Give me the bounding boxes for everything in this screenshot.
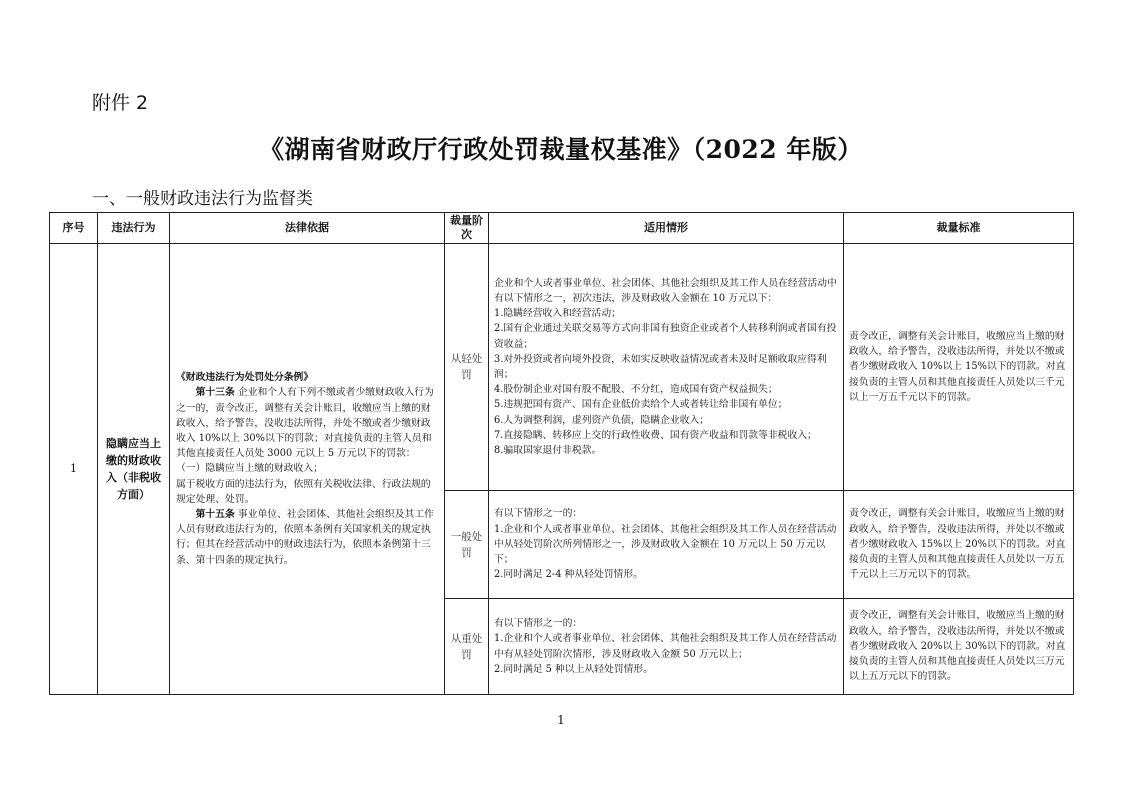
law-title: 《财政违法行为处罚处分条例》 (176, 372, 314, 384)
header-violation: 违法行为 (98, 213, 170, 244)
header-legal-basis: 法律依据 (170, 213, 445, 244)
article-13-text: 企业和个人有下列不缴或者少缴财政收入行为之一的，责令改正，调整有关会计账目，收缴应当上缴的财政收入，给予警告，没收违法所得，并处不缴或者少缴财政收入 10%以上 30%以下的罚款；对直接负责的主管人员和其他直接责任人员处 3000 元以上 5 万元以下的罚款： (176, 387, 434, 460)
circumstances-lenient (489, 244, 844, 491)
standard-severe: 责令改正，调整有关会计账目，收缴应当上缴的财政收入，给予警告，没收违法所得，并处以不缴或者少缴财政收入 20%以上 30%以下的罚款。对直接负责的主管人员和其他直接责任人员处以三万元以上五万元以下的罚款。 (844, 599, 1074, 695)
circumstance-line: 2.国有企业通过关联交易等方式向非国有独资企业或者个人转移利润或者国有投资收益； (494, 323, 837, 350)
circumstances-severe (489, 599, 844, 695)
header-circumstances: 适用情形 (489, 213, 844, 244)
header-standard: 裁量标准 (844, 213, 1074, 244)
circumstance-line: 2.同时满足 2-4 种从轻处罚情形。 (494, 569, 643, 581)
header-number: 序号 (50, 213, 98, 244)
circumstances-general (489, 491, 844, 599)
header-level: 裁量阶次 (445, 213, 489, 244)
article-15-text: 事业单位、社会团体、其他社会组织及其工作人员有财政违法行为的，依照本条例有关国家机关的规定执行；但其在经营活动中的财政违法行为，依照本条例第十三条、第十四条的规定执行。 (176, 509, 434, 566)
circumstance-line: 1.企业和个人或者事业单位、社会团体、其他社会组织及其工作人员在经营活动中有从轻处罚阶次情形，涉及财政收入金额 50 万元以上； (494, 633, 837, 660)
level-severe: 从重处罚 (445, 599, 489, 695)
level-general: 一般处罚 (445, 491, 489, 599)
table-header-row (50, 213, 1074, 244)
circumstance-line: 有以下情形之一的： (494, 508, 583, 520)
legal-basis (170, 244, 445, 695)
standard-lenient: 责令改正，调整有关会计账目，收缴应当上缴的财政收入，给予警告，没收违法所得，并处以不缴或者少缴财政收入 10%以上 15%以下的罚款。对直接负责的主管人员和其他直接责任人员处以三千元以上一万五千元以下的罚款。 (844, 244, 1074, 491)
circumstance-line: 企业和个人或者事业单位、社会团体、其他社会组织及其工作人员在经营活动中有以下情形之一，初次违法，涉及财政收入金额在 10 万元以下： (494, 277, 837, 304)
page-number: 1 (557, 713, 565, 727)
level-lenient: 从轻处罚 (445, 244, 489, 491)
circumstance-line: 8.骗取国家退付非税款。 (494, 445, 602, 457)
circumstance-line: 有以下情形之一的： (494, 618, 583, 630)
table-row (50, 244, 1074, 491)
circumstance-line: 6.人为调整利润，虚列资产负债，隐瞒企业收入； (494, 414, 710, 426)
row-number: 1 (50, 244, 98, 695)
article-15-label: 第十五条 (195, 509, 235, 520)
document-title: 《湖南省财政厅行政处罚裁量权基准》（2022 年版） (259, 135, 863, 164)
tax-note: 属于税收方面的违法行为，依照有关税收法律、行政法规的规定处理、处罚。 (176, 478, 431, 505)
discretion-table (49, 212, 1074, 695)
circumstance-line: 4.股份制企业对国有股不配股、不分红，造成国有资产权益损失； (494, 384, 778, 396)
circumstance-line: 5.违规把国有资产、国有企业低价卖给个人或者转让给非国有单位； (494, 399, 788, 411)
circumstance-line: 1.企业和个人或者事业单位、社会团体、其他社会组织及其工作人员在经营活动中从轻处罚阶次所列情形之一，涉及财政收入金额在 10 万元以上 50 万元以下； (494, 523, 837, 566)
circumstance-line: 3.对外投资或者向境外投资，未如实反映收益情况或者未及时足额收取应得利润； (494, 353, 827, 380)
circumstance-line: 2.同时满足 5 种以上从轻处罚情形。 (494, 663, 653, 675)
violation-name: 隐瞒应当上缴的财政收入（非税收方面） (98, 244, 170, 695)
circumstance-line: 1.隐瞒经营收入和经营活动； (494, 308, 621, 320)
circumstance-line: 7.直接隐瞒、转移应上交的行政性收费、国有资产收益和罚款等非税收入； (494, 429, 817, 441)
section-heading: 一、一般财政违法行为监督类 (92, 189, 313, 209)
attachment-label: 附件 2 (92, 92, 149, 114)
article-13-item-1: （一）隐瞒应当上缴的财政收入； (176, 463, 323, 475)
standard-general: 责令改正，调整有关会计账目，收缴应当上缴的财政收入，给予警告，没收违法所得，并处以不缴或者少缴财政收入 15%以上 20%以下的罚款。对直接负责的主管人员和其他直接责任人员处以一万五千元以上三万元以下的罚款。 (844, 491, 1074, 599)
article-13-label: 第十三条 (195, 387, 235, 399)
